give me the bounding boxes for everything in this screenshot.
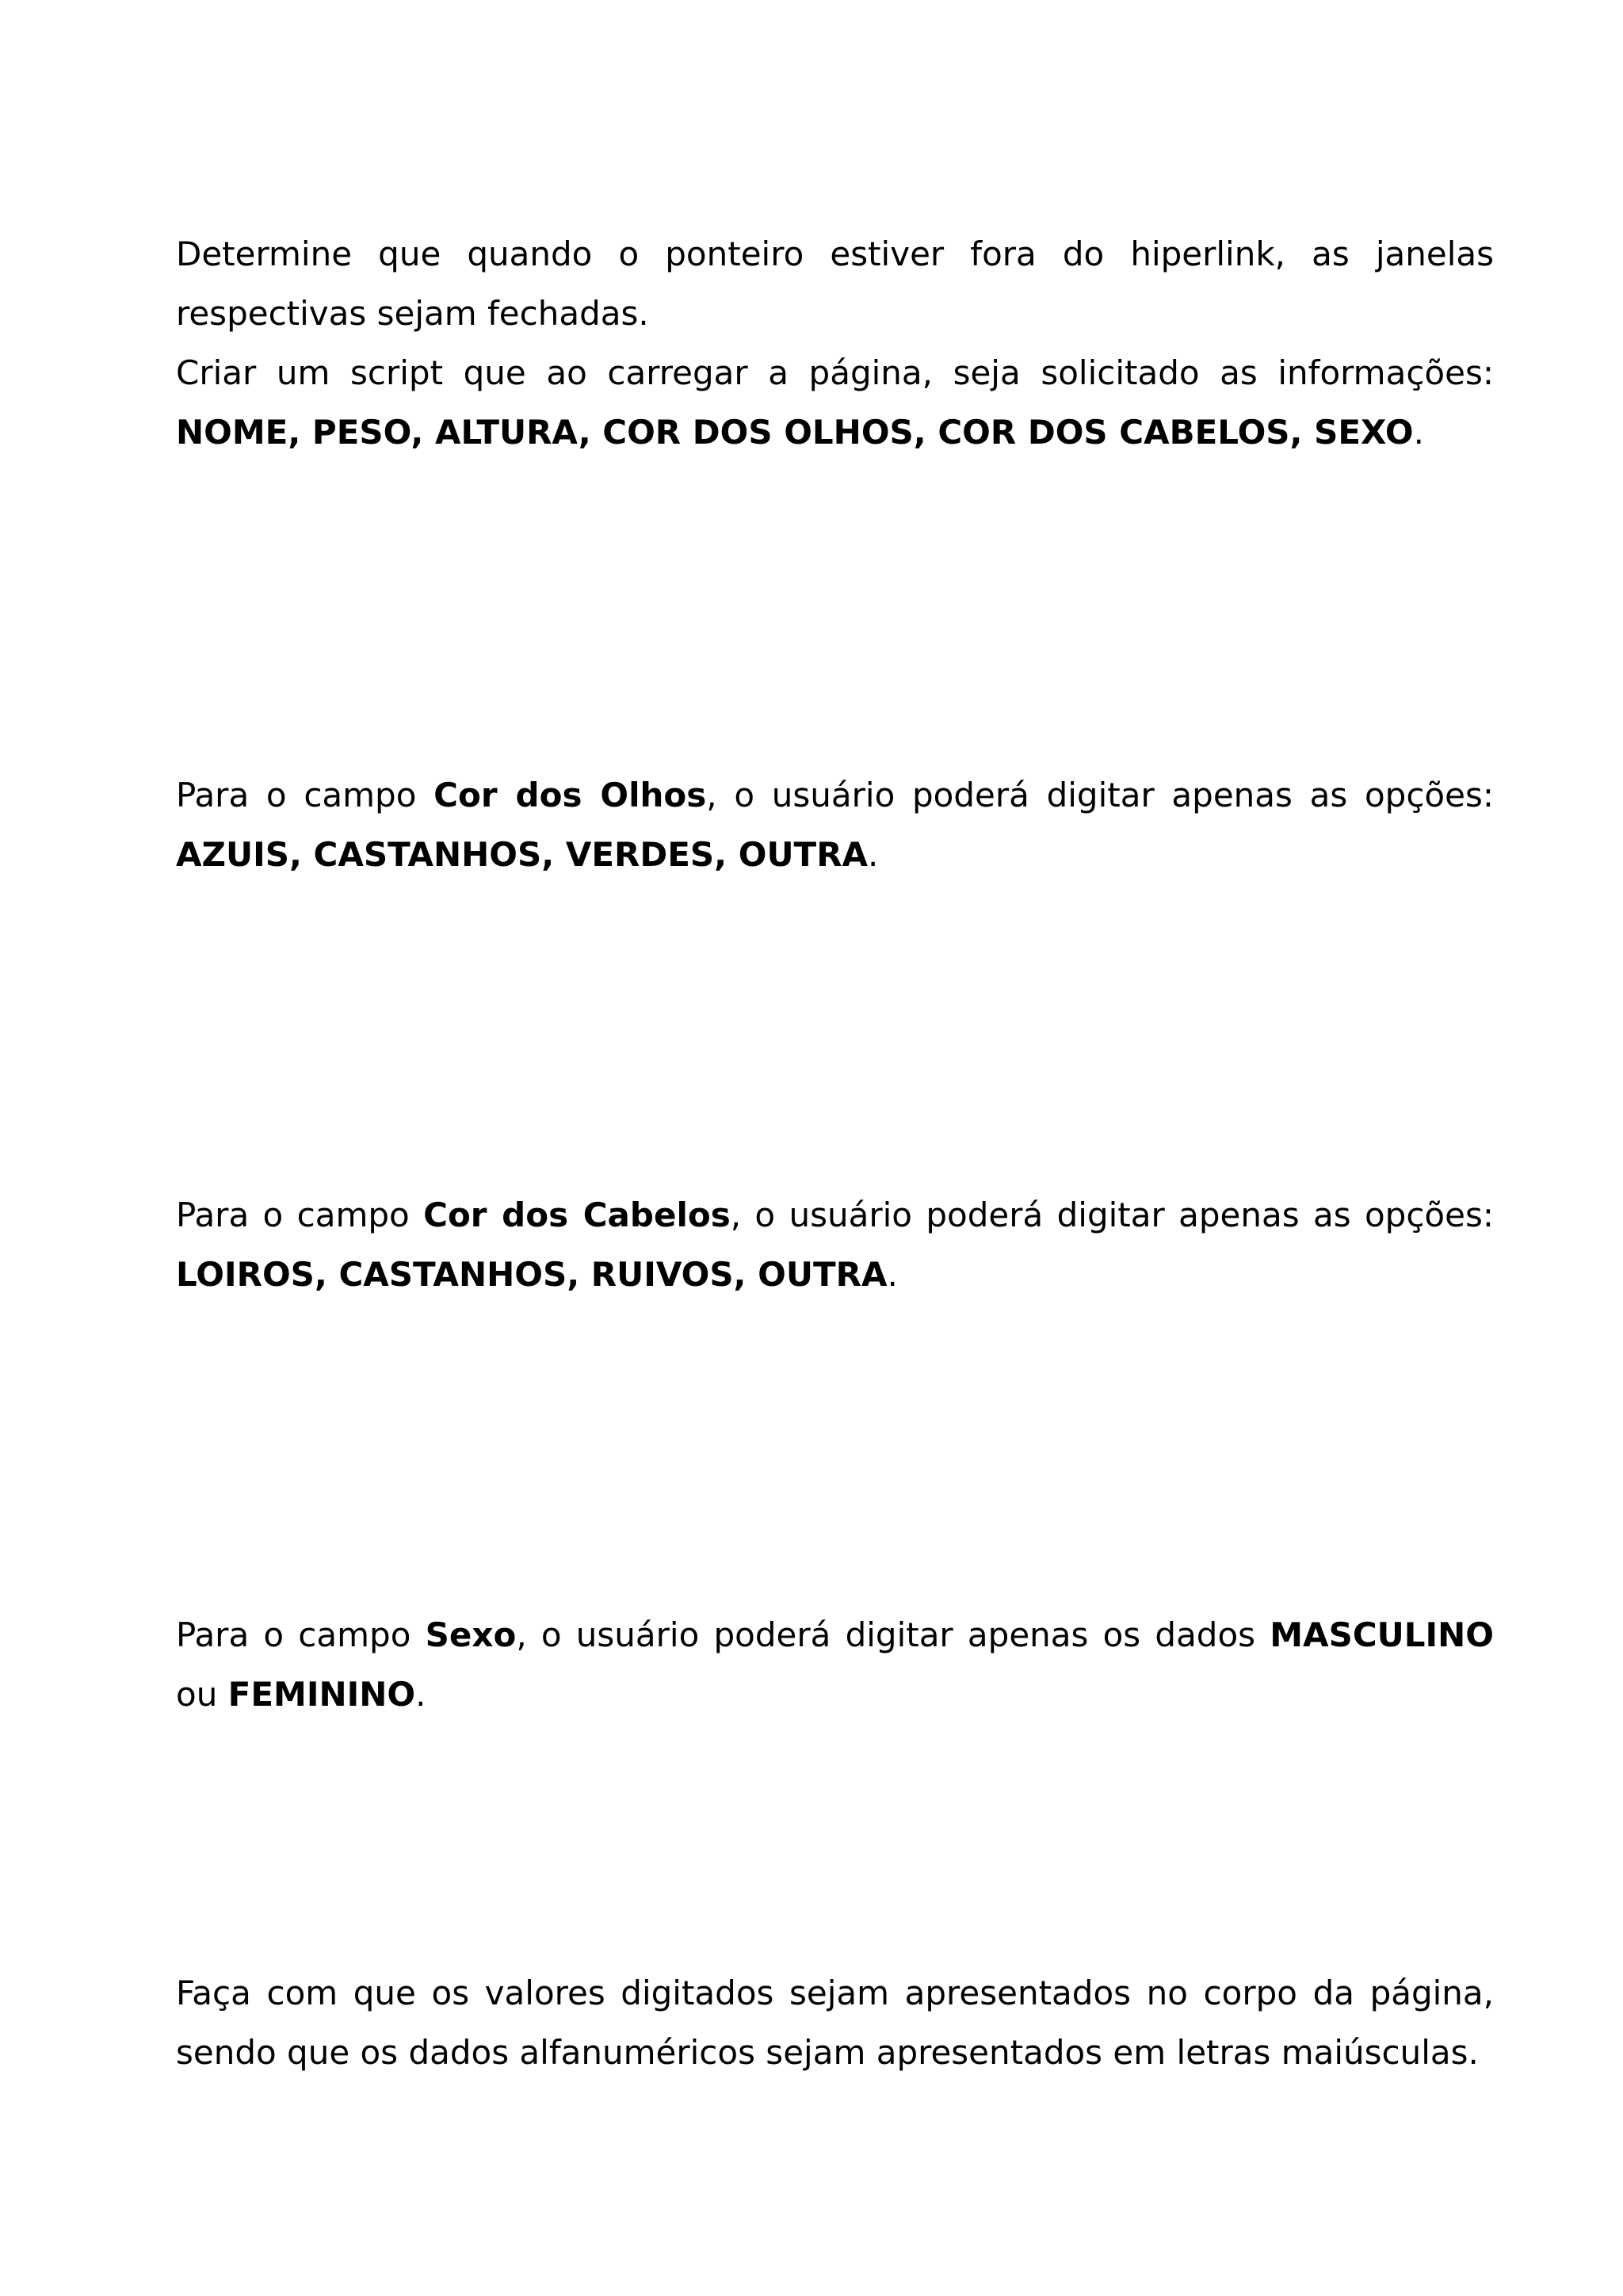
text-middle: , o usuário poderá digitar apenas os dados [516,1615,1270,1654]
field-name: Cor dos Olhos [433,776,707,814]
text-prefix: Para o campo [176,1615,426,1654]
text-suffix: , o usuário poderá digitar apenas as opções: [730,1196,1494,1234]
paragraph-hair-color [176,1185,1494,1304]
text-prefix: Para o campo [176,1196,424,1234]
text-line [176,765,1494,825]
field-list: NOME, PESO, ALTURA, COR DOS OLHOS, COR DOS CABELOS, SEXO [176,413,1414,452]
text-line [176,825,1494,884]
text-line: Criar um script que ao carregar a página, seja solicitado as informações: [176,353,1494,392]
text-line [176,1605,1494,1665]
text-prefix: ou [176,1675,228,1714]
text-line [176,1665,1494,1724]
text-line: respectivas sejam fechadas. [176,294,649,333]
text-line [176,402,1494,462]
text-prefix: Para o campo [176,776,434,814]
paragraph-hyperlink-close [176,224,1494,343]
value-feminino: FEMININO [227,1675,416,1714]
text-line: Determine que quando o ponteiro estiver fora do hiperlink, as janelas [176,235,1494,273]
text-line: sendo que os dados alfanuméricos sejam apresentados em letras maiúsculas. [176,2033,1479,2072]
options-list: AZUIS, CASTANHOS, VERDES, OUTRA [176,835,869,874]
punctuation: . [887,1255,898,1294]
text-line [176,1185,1494,1245]
text-line [176,1245,1494,1304]
text-suffix: , o usuário poderá digitar apenas as opções: [706,776,1494,814]
punctuation: . [868,835,879,874]
punctuation: . [415,1675,426,1714]
punctuation: . [1413,413,1424,452]
text-line: Faça com que os valores digitados sejam apresentados no corpo da página, [176,1974,1494,2012]
value-masculino: MASCULINO [1270,1615,1494,1654]
field-name: Sexo [425,1615,517,1654]
options-list: LOIROS, CASTANHOS, RUIVOS, OUTRA [176,1255,888,1294]
field-name: Cor dos Cabelos [423,1196,731,1234]
paragraph-display-values [176,1963,1494,2082]
paragraph-sex [176,1605,1494,1724]
paragraph-eye-color [176,765,1494,884]
paragraph-script-fields [176,343,1494,462]
